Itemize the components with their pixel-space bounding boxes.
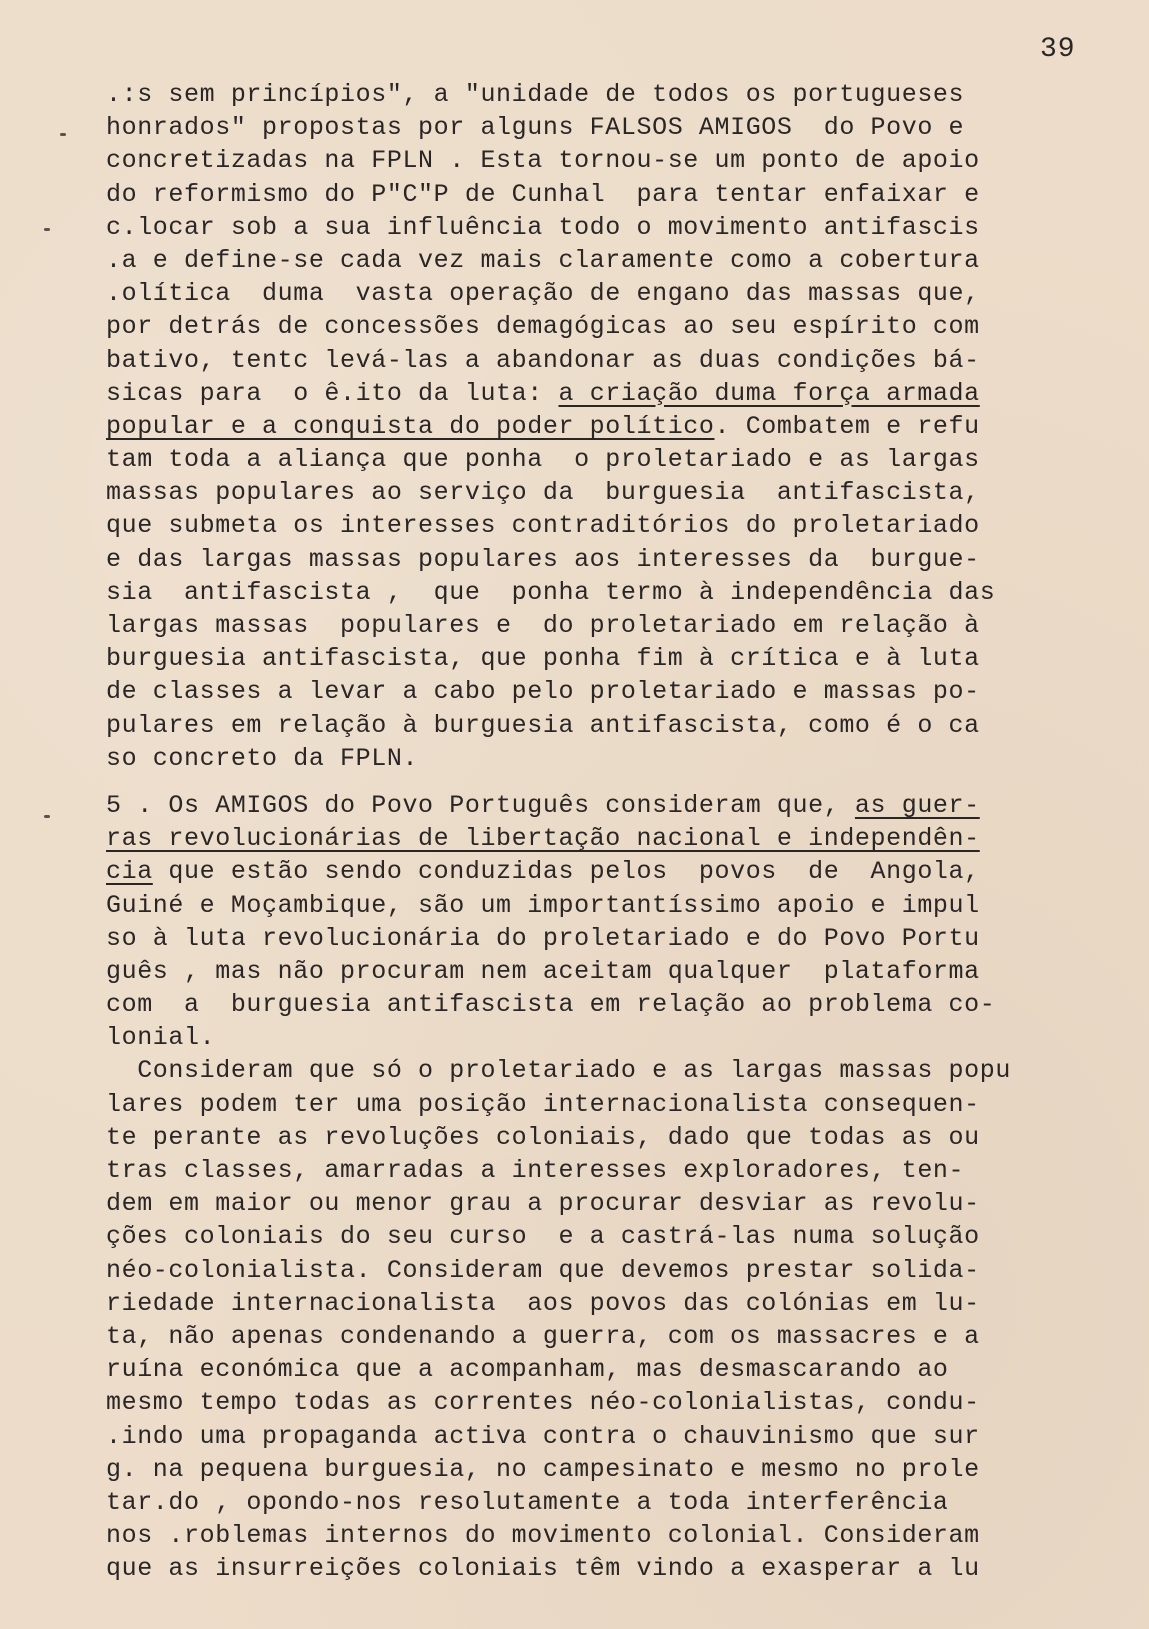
text-segment: sicas para o ê.ito da luta: bbox=[106, 378, 559, 408]
text-line bbox=[106, 178, 1106, 211]
text-line bbox=[106, 789, 1106, 822]
text-segment: riedade internacionalista aos povos das colónias em lu- bbox=[106, 1288, 980, 1318]
text-line bbox=[106, 144, 1106, 177]
text-segment: pulares em relação à burguesia antifascista, como é o ca bbox=[106, 710, 980, 740]
text-segment: .:s sem princípios", a "unidade de todos os portugueses bbox=[106, 80, 965, 109]
underlined-text: as guer- bbox=[854, 790, 980, 820]
text-segment: ções coloniais do seu curso e a castrá-las numa solução bbox=[106, 1222, 980, 1252]
text-segment: honrados" propostas por alguns FALSOS AMIGOS do Povo e bbox=[106, 113, 965, 143]
underlined-text: ras revolucionárias de libertação nacional e independên- bbox=[106, 824, 980, 854]
text-line bbox=[106, 377, 1106, 410]
text-segment: do reformismo do P"C"P de Cunhal para tentar enfaixar e bbox=[106, 179, 980, 209]
text-segment: lonial. bbox=[106, 1023, 216, 1053]
text-line bbox=[106, 988, 1106, 1021]
text-line bbox=[106, 211, 1106, 244]
text-segment: que submeta os interesses contraditórios do proletariado bbox=[106, 511, 980, 541]
margin-speck bbox=[44, 815, 50, 818]
text-segment: mesmo tempo todas as correntes néo-colonialistas, condu- bbox=[106, 1388, 980, 1418]
text-line bbox=[106, 410, 1106, 443]
margin-speck bbox=[44, 228, 50, 231]
text-line bbox=[106, 1287, 1106, 1320]
text-line bbox=[106, 1519, 1106, 1552]
margin-speck bbox=[60, 133, 66, 136]
text-line bbox=[106, 955, 1106, 988]
text-line bbox=[106, 1254, 1106, 1287]
text-line bbox=[106, 1486, 1106, 1519]
text-segment: nos .roblemas internos do movimento colonial. Consideram bbox=[106, 1521, 980, 1551]
text-segment: tam toda a aliança que ponha o proletariado e as largas bbox=[106, 445, 980, 475]
text-line bbox=[106, 576, 1106, 609]
text-line bbox=[106, 1054, 1106, 1087]
text-segment: Consideram que só o proletariado e as largas massas popu bbox=[106, 1056, 1011, 1086]
text-segment: de classes a levar a cabo pelo proletariado e massas po- bbox=[106, 677, 980, 707]
text-line bbox=[106, 78, 1106, 111]
text-segment: Guiné e Moçambique, são um importantíssimo apoio e impul bbox=[106, 890, 980, 920]
text-line bbox=[106, 476, 1106, 509]
underlined-text: popular e a conquista do poder político bbox=[106, 411, 715, 441]
text-segment: so à luta revolucionária do proletariado e do Povo Portu bbox=[106, 923, 980, 953]
text-segment: tar.do , opondo-nos resolutamente a toda interferência bbox=[106, 1487, 949, 1517]
text-line bbox=[106, 310, 1106, 343]
text-line bbox=[106, 443, 1106, 476]
text-segment: sia antifascista , que ponha termo à independência das bbox=[106, 577, 996, 607]
text-segment: e das largas massas populares aos interesses da burgue- bbox=[106, 544, 980, 574]
text-segment: largas massas populares e do proletariado em relação à bbox=[106, 611, 980, 640]
text-segment: concretizadas na FPLN . Esta tornou-se um ponto de apoio bbox=[106, 146, 980, 176]
text-line bbox=[106, 1187, 1106, 1220]
text-segment: .a e define-se cada vez mais claramente como a cobertura bbox=[106, 245, 980, 275]
text-segment: te perante as revoluções coloniais, dado que todas as ou bbox=[106, 1122, 980, 1152]
paragraph-gap bbox=[106, 775, 1106, 789]
text-line bbox=[106, 742, 1106, 775]
text-line bbox=[106, 1154, 1106, 1187]
text-segment: c.locar sob a sua influência todo o movimento antifascis bbox=[106, 212, 980, 242]
text-segment: massas populares ao serviço da burguesia antifascista, bbox=[106, 478, 980, 508]
text-line bbox=[106, 1386, 1106, 1419]
text-line bbox=[106, 111, 1106, 144]
text-line bbox=[106, 642, 1106, 675]
text-line bbox=[106, 1353, 1106, 1386]
text-segment: so concreto da FPLN. bbox=[106, 743, 419, 773]
text-line bbox=[106, 889, 1106, 922]
text-segment: lares podem ter uma posição internacionalista consequen- bbox=[106, 1089, 980, 1119]
text-segment: .indo uma propaganda activa contra o chauvinismo que sur bbox=[106, 1421, 980, 1451]
text-line bbox=[106, 609, 1106, 642]
text-segment: bativo, tentc levá-las a abandonar as duas condições bá- bbox=[106, 345, 980, 375]
text-segment: ta, não apenas condenando a guerra, com os massacres e a bbox=[106, 1321, 980, 1351]
text-segment: tras classes, amarradas a interesses exploradores, ten- bbox=[106, 1156, 965, 1185]
body-text bbox=[106, 78, 1106, 1585]
text-segment: guês , mas não procuram nem aceitam qualquer plataforma bbox=[106, 956, 980, 986]
text-line bbox=[106, 1021, 1106, 1054]
page-number: 39 bbox=[1040, 34, 1076, 65]
text-segment: com a burguesia antifascista em relação ao problema co- bbox=[106, 990, 996, 1020]
text-segment: ruína económica que a acompanham, mas desmascarando ao bbox=[106, 1355, 949, 1385]
text-line bbox=[106, 1121, 1106, 1154]
text-line bbox=[106, 277, 1106, 310]
text-line bbox=[106, 709, 1106, 742]
text-segment: néo-colonialista. Consideram que devemos prestar solida- bbox=[106, 1255, 980, 1285]
text-segment: que as insurreições coloniais têm vindo a exasperar a lu bbox=[106, 1554, 980, 1584]
text-line bbox=[106, 855, 1106, 888]
text-line bbox=[106, 1220, 1106, 1253]
text-line bbox=[106, 822, 1106, 855]
text-line bbox=[106, 1453, 1106, 1486]
text-line bbox=[106, 344, 1106, 377]
text-line bbox=[106, 543, 1106, 576]
underlined-text: a criação duma força armada bbox=[558, 378, 980, 408]
text-segment: por detrás de concessões demagógicas ao seu espírito com bbox=[106, 312, 980, 342]
text-line bbox=[106, 244, 1106, 277]
text-line bbox=[106, 1320, 1106, 1353]
text-segment: 5 . Os AMIGOS do Povo Português consideram que, bbox=[106, 790, 855, 820]
text-segment: . Combatem e refu bbox=[714, 411, 980, 441]
text-line bbox=[106, 1552, 1106, 1585]
underlined-text: cia bbox=[106, 857, 153, 887]
text-segment: g. na pequena burguesia, no campesinato e mesmo no prole bbox=[106, 1454, 980, 1484]
text-segment: .olítica duma vasta operação de engano das massas que, bbox=[106, 279, 980, 309]
text-segment: dem em maior ou menor grau a procurar desviar as revolu- bbox=[106, 1189, 980, 1219]
text-line bbox=[106, 675, 1106, 708]
text-line bbox=[106, 1088, 1106, 1121]
text-segment: que estão sendo conduzidas pelos povos de Angola, bbox=[152, 857, 980, 887]
text-line bbox=[106, 509, 1106, 542]
text-line bbox=[106, 1420, 1106, 1453]
text-segment: burguesia antifascista, que ponha fim à crítica e à luta bbox=[106, 644, 980, 674]
text-line bbox=[106, 922, 1106, 955]
